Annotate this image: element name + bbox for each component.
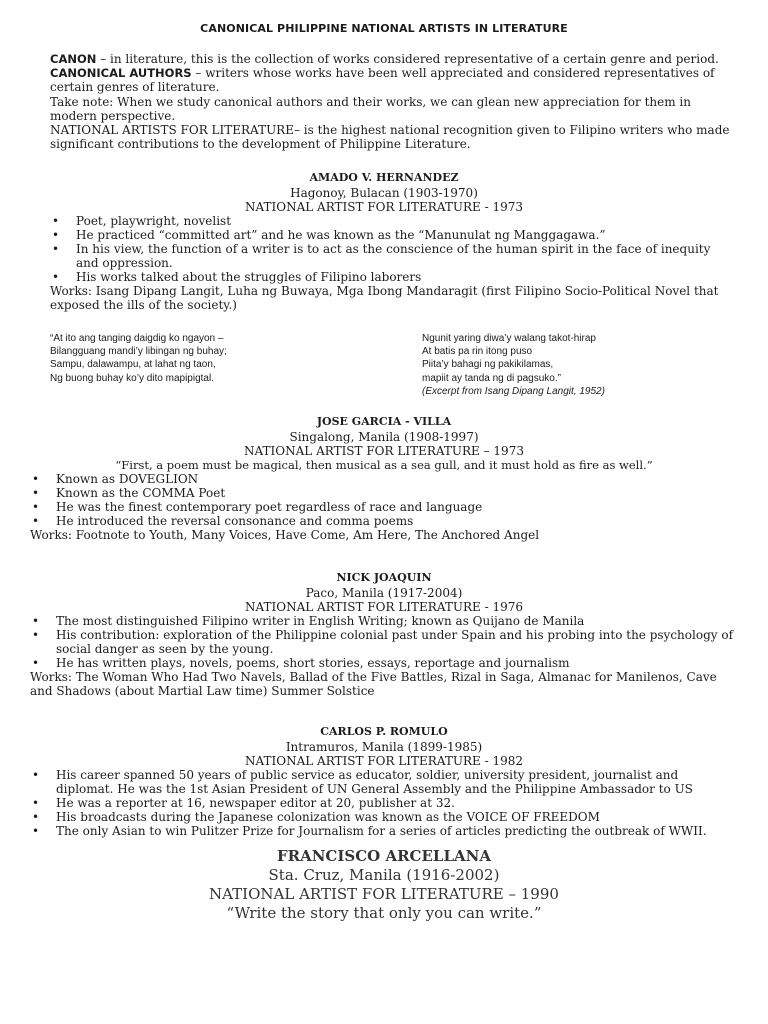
list-item: • Known as the COMMA Poet (30, 486, 730, 500)
canonical-authors-text: – writers whose works have been well appreciated and considered representatives of certain genres of literature. (50, 66, 715, 95)
joaquin-award: NATIONAL ARTIST FOR LITERATURE - 1976 (245, 600, 523, 614)
poem-line: Ng buong buhay ko’y dito mapipigtal. (50, 372, 214, 384)
joaquin-name: NICK JOAQUIN (336, 571, 432, 584)
poem-left-stanza (50, 332, 380, 385)
canonical-authors-definition (50, 66, 740, 94)
list-item: • He introduced the reversal consonance and comma poems (30, 514, 730, 528)
list-item: • His works talked about the struggles of Filipino laborers (50, 270, 730, 284)
canon-text: – in literature, this is the collection of works considered representative of a certain genre and period. (96, 52, 719, 66)
excerpt-prefix: (Excerpt from (422, 385, 485, 397)
hernandez-bullets (50, 214, 730, 284)
poem-line: “At ito ang tanging daigdig ko ngayon – (50, 333, 224, 344)
hernandez-birthplace: Hagonoy, Bulacan (1903-1970) (290, 186, 478, 200)
romulo-section (0, 724, 768, 838)
list-item: • His broadcasts during the Japanese colonization was known as the VOICE OF FREEDOM (30, 810, 720, 824)
hernandez-award: NATIONAL ARTIST FOR LITERATURE - 1973 (245, 200, 523, 214)
list-item: • In his view, the function of a writer is to act as the conscience of the human spirit in the face of inequity and oppression. (50, 242, 730, 270)
intro-definitions (50, 52, 740, 151)
arcellana-section (0, 846, 768, 923)
list-item: • His contribution: exploration of the Philippine colonial past under Spain and his probing into the psychology of social danger as seen by the young. (30, 628, 742, 656)
poem-line: Sampu, dalawampu, at lahat ng taon, (50, 359, 216, 371)
hernandez-section (0, 170, 768, 312)
romulo-bullets (30, 768, 720, 838)
hernandez-works: Works: Isang Dipang Langit, Luha ng Buwaya, Mga Ibong Mandaragit (first Filipino Socio-Political Novel that exposed the ills of the society.) (50, 284, 719, 312)
page-title: CANONICAL PHILIPPINE NATIONAL ARTISTS IN LITERATURE (200, 22, 568, 35)
poem-line: Ngunit yaring diwa’y walang takot-hirap (422, 333, 596, 344)
villa-quote: “First, a poem must be magical, then musical as a sea gull, and it must hold as fire as well.” (115, 458, 653, 472)
list-item: • He has written plays, novels, poems, short stories, essays, reportage and journalism (30, 656, 742, 670)
romulo-birthplace: Intramuros, Manila (1899-1985) (285, 740, 483, 754)
arcellana-quote: “Write the story that only you can write.” (226, 904, 542, 922)
villa-award: NATIONAL ARTIST FOR LITERATURE – 1973 (244, 444, 524, 458)
list-item: • The only Asian to win Pulitzer Prize for Journalism for a series of articles predicting the outbreak of WWII. (30, 824, 720, 838)
list-item: • Known as DOVEGLION (30, 472, 730, 486)
poem-excerpt-note (422, 385, 722, 398)
canon-term: CANON (50, 52, 97, 66)
list-item: • He was the finest contemporary poet regardless of race and language (30, 500, 730, 514)
villa-works: Works: Footnote to Youth, Many Voices, Have Come, Am Here, The Anchored Angel (30, 528, 540, 542)
joaquin-section (0, 570, 768, 698)
canon-definition (50, 52, 740, 66)
poem-line: Piita’y bahagi ng pakikilamas, (422, 359, 554, 371)
poem-line: Bilangguang mandi’y libingan ng buhay; (50, 346, 227, 358)
list-item: • He was a reporter at 16, newspaper editor at 20, publisher at 32. (30, 796, 720, 810)
excerpt-suffix: , 1952) (573, 385, 605, 397)
poem-right-stanza (422, 332, 722, 398)
joaquin-bullets (30, 614, 742, 670)
list-item: • The most distinguished Filipino writer in English Writing; known as Quijano de Manila (30, 614, 742, 628)
poem-line: mapiit ay tanda ng di pagsuko.” (422, 372, 561, 384)
villa-birthplace: Singalong, Manila (1908-1997) (289, 430, 479, 444)
hernandez-name: AMADO V. HERNANDEZ (309, 171, 459, 184)
villa-section (0, 414, 768, 542)
arcellana-name: FRANCISCO ARCELLANA (276, 847, 492, 865)
joaquin-works: Works: The Woman Who Had Two Navels, Ballad of the Five Battles, Rizal in Saga, Almanac for Manilenos, Cave and Shadows (about Martial Law time) Summer Solstice (30, 670, 717, 698)
excerpt-title: Isang Dipang Langit (484, 385, 574, 397)
arcellana-birthplace: Sta. Cruz, Manila (1916-2002) (268, 866, 500, 884)
canonical-authors-term: CANONICAL AUTHORS (50, 66, 192, 81)
list-item: • His career spanned 50 years of public service as educator, soldier, university president, journalist and diplomat. He was the 1st Asian President of UN General Assembly and the Philippine Ambassador to US (30, 768, 720, 796)
romulo-award: NATIONAL ARTIST FOR LITERATURE - 1982 (245, 754, 523, 768)
national-artists-definition: NATIONAL ARTISTS FOR LITERATURE– is the highest national recognition given to Filipino writers who made significant contributions to the development of Philippine Literature. (50, 123, 730, 152)
poem-line: At batis pa rin itong puso (422, 346, 533, 358)
villa-name: JOSE GARCIA - VILLA (316, 415, 452, 428)
villa-bullets (30, 472, 730, 528)
arcellana-award: NATIONAL ARTIST FOR LITERATURE – 1990 (209, 885, 559, 903)
list-item: • Poet, playwright, novelist (50, 214, 730, 228)
list-item: • He practiced “committed art” and he was known as the “Manunulat ng Manggagawa.” (50, 228, 730, 242)
romulo-name: CARLOS P. ROMULO (320, 725, 448, 738)
joaquin-birthplace: Paco, Manila (1917-2004) (305, 586, 463, 600)
take-note-text: Take note: When we study canonical authors and their works, we can glean new appreciation for them in modern perspective. (50, 94, 691, 123)
